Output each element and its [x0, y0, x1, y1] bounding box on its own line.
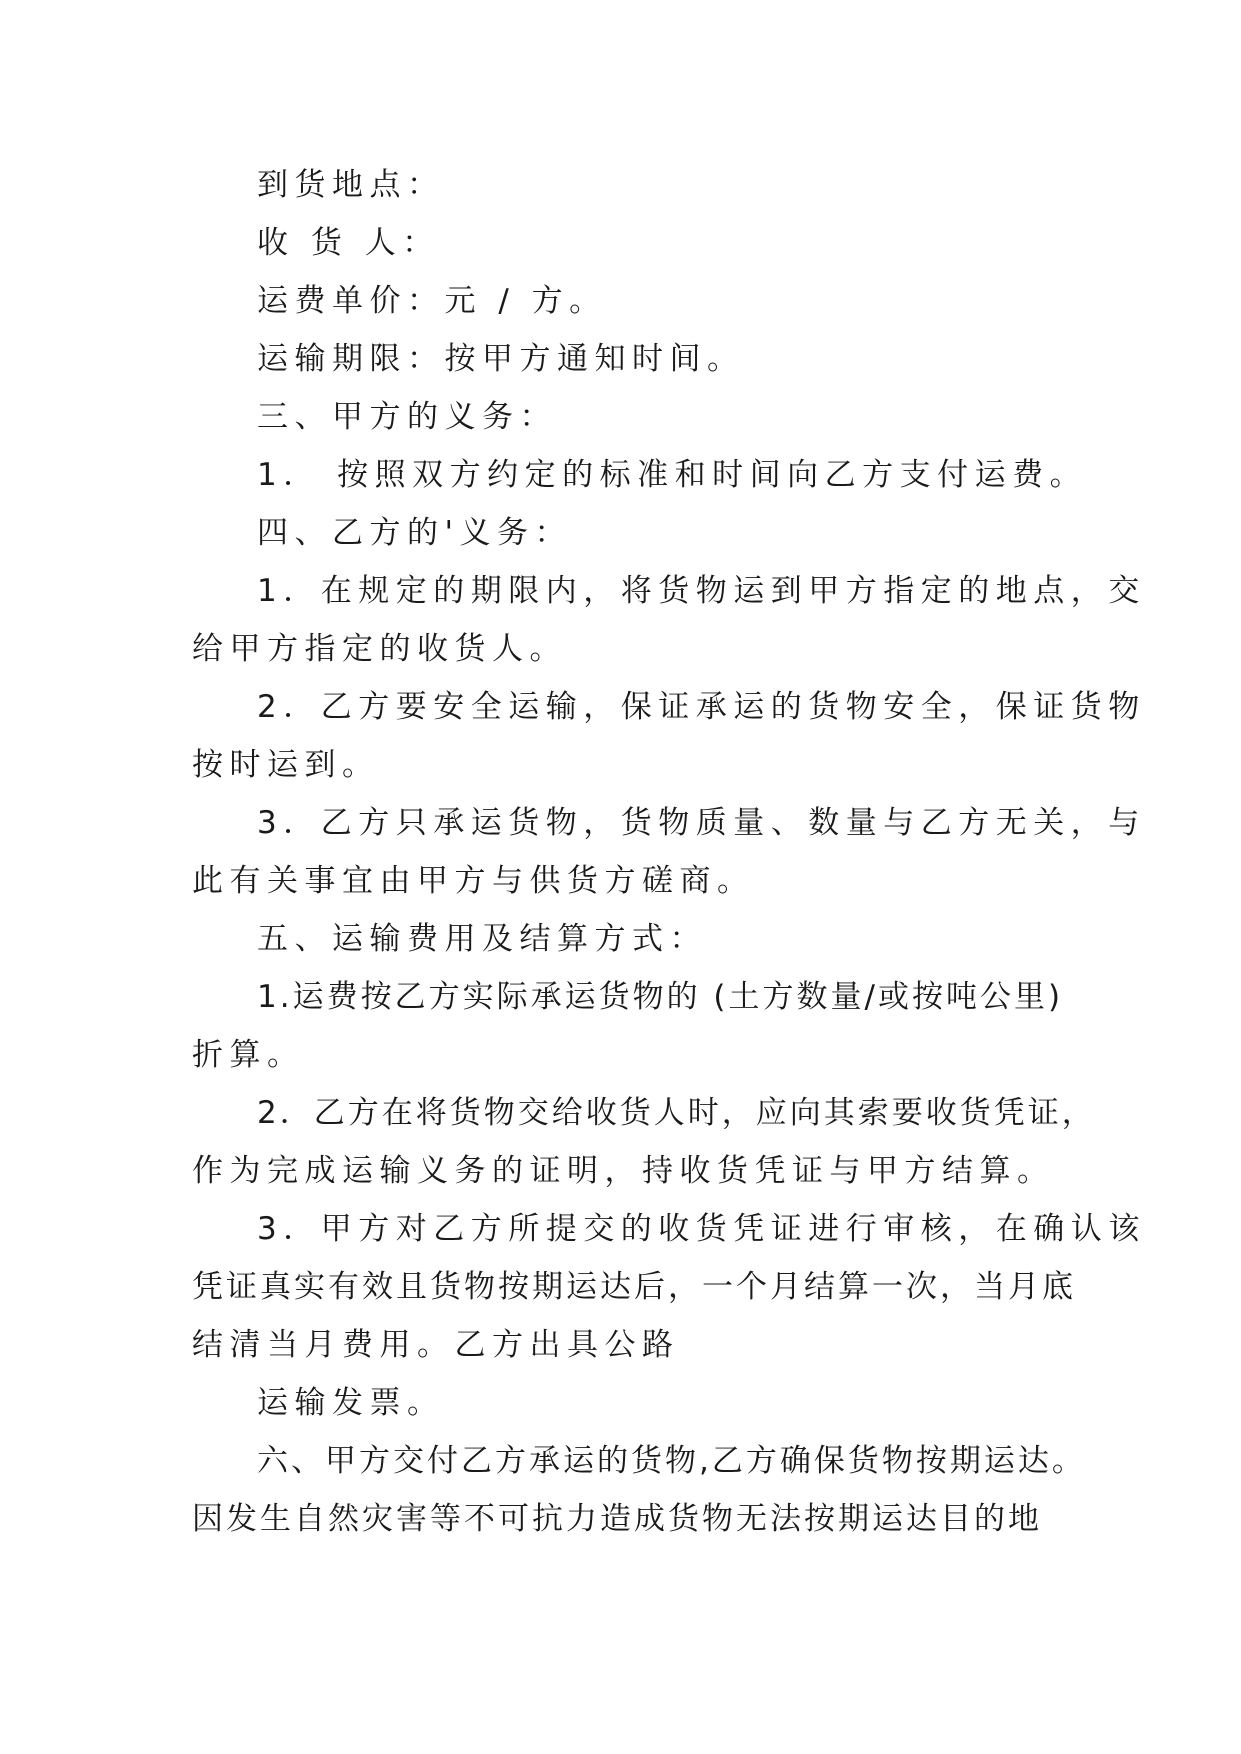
section-heading: 三、甲方的义务： — [257, 399, 557, 435]
text-line: 按时运到。 — [192, 747, 380, 783]
text-line: 运输期限：按甲方通知时间。 — [257, 341, 745, 377]
text-line: 到货地点： — [257, 167, 445, 203]
text-line: 2．乙方在将货物交给收货人时，应向其索要收货凭证， — [257, 1095, 1096, 1131]
text-line: 此有关事宜由甲方与供货方磋商。 — [192, 863, 755, 899]
text-line: 作为完成运输义务的证明，持收货凭证与甲方结算。 — [192, 1153, 1055, 1189]
text-line: 因发生自然灾害等不可抗力造成货物无法按期运达目的地 — [192, 1501, 1042, 1537]
text-line: 1.运费按乙方实际承运货物的 (土方数量/或按吨公里) — [257, 979, 1064, 1015]
text-line: 收 货 人： — [257, 225, 440, 261]
text-line: 结清当月费用。乙方出具公路 — [192, 1327, 680, 1363]
section-heading: 四、乙方的'义务： — [257, 515, 573, 551]
section-heading: 六、甲方交付乙方承运的货物,乙方确保货物按期运达。 — [257, 1443, 1086, 1479]
text-line: 3．甲方对乙方所提交的收货凭证进行审核，在确认该 — [257, 1211, 1146, 1247]
section-heading: 五、运输费用及结算方式： — [257, 921, 707, 957]
text-line: 3．乙方只承运货物，货物质量、数量与乙方无关，与 — [257, 805, 1146, 841]
text-line: 1． 按照双方约定的标准和时间向乙方支付运费。 — [257, 457, 1088, 493]
text-line: 运输发票。 — [257, 1385, 445, 1421]
text-line: 1．在规定的期限内，将货物运到甲方指定的地点，交 — [257, 573, 1146, 609]
text-line: 运费单价：元 / 方。 — [257, 283, 607, 319]
text-line: 给甲方指定的收货人。 — [192, 631, 567, 667]
text-line: 折算。 — [192, 1037, 305, 1073]
text-line: 凭证真实有效且货物按期运达后，一个月结算一次，当月底 — [192, 1269, 1076, 1305]
text-line: 2．乙方要安全运输，保证承运的货物安全，保证货物 — [257, 689, 1146, 725]
